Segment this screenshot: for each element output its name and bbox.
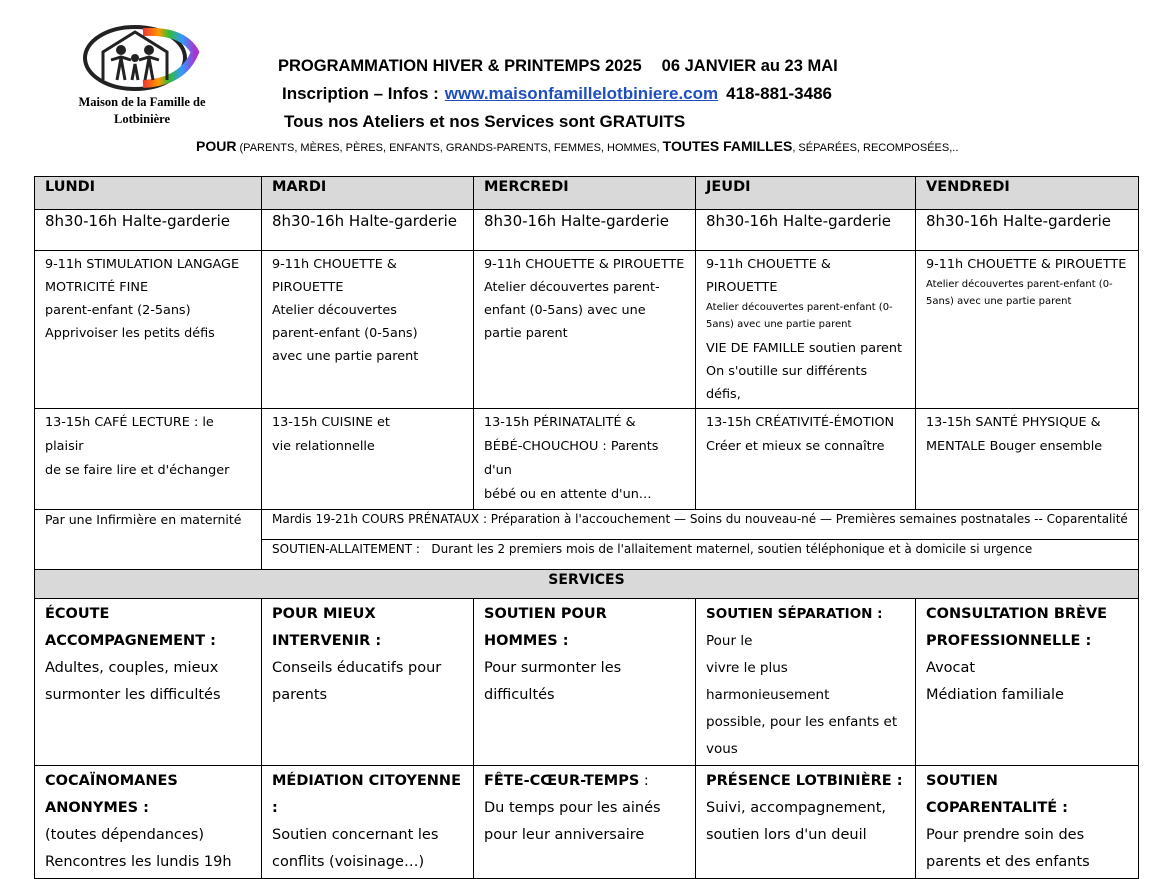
afternoon-cell-mercredi: [474, 409, 696, 510]
service-mediation: [262, 766, 474, 879]
service-title: FÊTE-CŒUR-TEMPS: [484, 773, 640, 789]
program-dates: 06 JANVIER au 23 MAI: [661, 57, 838, 75]
activity-text: enfant (0-5ans) avec une: [484, 303, 646, 318]
phone-number: 418-881-3486: [726, 84, 832, 103]
allaitement-label: SOUTIEN-ALLAITEMENT :: [272, 542, 420, 556]
activity-title: 13-15h SANTÉ PHYSIQUE &: [926, 415, 1101, 430]
morning-cell-jeudi: [696, 251, 916, 409]
activity-title: 9-11h STIMULATION LANGAGE: [45, 257, 240, 272]
afternoon-cell-vendredi: [916, 409, 1139, 510]
activity-text: bébé ou en attente d'un…: [484, 487, 652, 502]
activity-text: partie parent: [484, 326, 568, 341]
activity-text: Atelier découvertes parent-enfant (0-: [926, 279, 1113, 290]
family-logo-icon: [83, 22, 201, 92]
activity-text: parent-enfant (2-5ans): [45, 303, 191, 318]
activity-text: avec une partie parent: [272, 349, 419, 364]
service-text: Médiation familiale: [926, 687, 1064, 703]
title-text: PROGRAMMATION HIVER & PRINTEMPS 2025: [278, 57, 642, 75]
services-title: SERVICES: [35, 570, 1139, 599]
audience-list-1: (PARENTS, MÈRES, PÈRES, ENFANTS, GRANDS-PARENTS, FEMMES, HOMMES,: [239, 142, 660, 154]
service-fete-coeur: [474, 766, 696, 879]
service-title: SOUTIEN SÉPARATION :: [706, 606, 883, 622]
audience-line: [196, 138, 958, 154]
audience-bold: TOUTES FAMILLES: [662, 138, 793, 154]
afternoon-cell-lundi: [35, 409, 262, 510]
service-coparentalite: [916, 766, 1139, 879]
day-header: VENDREDI: [916, 177, 1139, 210]
contact-line: [282, 84, 832, 104]
service-hommes: [474, 599, 696, 766]
activity-title: 9-11h CHOUETTE & PIROUETTE: [484, 257, 685, 272]
activity-text: Bouger ensemble: [989, 439, 1103, 454]
service-title: COCAÏNOMANES ANONYMES :: [45, 773, 178, 816]
activity-title: VIE DE FAMILLE: [706, 341, 805, 356]
morning-row: [35, 251, 1139, 409]
services-header-row: [35, 570, 1139, 599]
service-text: Rencontres les lundis 19h: [45, 854, 232, 870]
activity-text: Créer et mieux se connaître: [706, 439, 885, 454]
website-link[interactable]: www.maisonfamillelotbiniere.com: [444, 84, 719, 103]
day-header: JEUDI: [696, 177, 916, 210]
service-text: Du temps pour les ainés: [484, 800, 661, 816]
morning-cell-mardi: [262, 251, 474, 409]
service-title: MÉDIATION CITOYENNE :: [272, 773, 461, 816]
service-text: (toutes dépendances): [45, 827, 204, 843]
halte-cell: 8h30-16h Halte-garderie: [916, 210, 1139, 251]
morning-cell-lundi: [35, 251, 262, 409]
service-text: difficultés: [484, 687, 555, 703]
service-title: ÉCOUTE ACCOMPAGNEMENT :: [45, 606, 216, 649]
service-text: Suivi, accompagnement,: [706, 800, 887, 816]
tagline: Tous nos Ateliers et nos Services sont GRATUITS: [284, 112, 686, 131]
activity-text: On s'outille sur différents défis,: [706, 364, 868, 402]
afternoon-cell-mardi: [262, 409, 474, 510]
morning-cell-mercredi: [474, 251, 696, 409]
pour-label: POUR: [196, 138, 237, 154]
program-title: [278, 57, 838, 76]
service-title: CONSULTATION BRÈVE: [926, 606, 1108, 622]
activity-title: 13-15h CUISINE et: [272, 415, 390, 430]
activity-title: 9-11h CHOUETTE & PIROUETTE: [926, 257, 1127, 272]
service-text: Pour surmonter les: [484, 660, 622, 676]
service-text: parents: [272, 687, 328, 703]
service-presence: [696, 766, 916, 879]
activity-title-2: MENTALE: [926, 439, 986, 454]
afternoon-row: [35, 409, 1139, 510]
service-text: Soutien concernant les: [272, 827, 439, 843]
service-text: vivre le plus harmonieusement: [706, 660, 830, 703]
service-text: Pour le: [706, 633, 753, 649]
activity-text: Apprivoiser les petits défis: [45, 326, 215, 341]
schedule-table: [34, 176, 1139, 879]
service-text: Pour prendre soin des: [926, 827, 1085, 843]
afternoon-cell-jeudi: [696, 409, 916, 510]
service-text: parents et des enfants: [926, 854, 1090, 870]
service-text: :: [643, 773, 649, 789]
service-title: SOUTIEN POUR HOMMES :: [484, 606, 607, 649]
activity-text: parent-enfant (0-5ans): [272, 326, 418, 341]
activity-title: 9-11h CHOUETTE & PIROUETTE: [272, 257, 397, 295]
service-text: possible, pour les enfants et vous: [706, 714, 898, 757]
service-title: POUR MIEUX INTERVENIR :: [272, 606, 382, 649]
halte-row: [35, 210, 1139, 251]
service-separation: [696, 599, 916, 766]
day-header: LUNDI: [35, 177, 262, 210]
service-text: Adultes, couples, mieux: [45, 660, 219, 676]
allaitement-cell: [262, 540, 1139, 570]
activity-text: Atelier découvertes parent-: [484, 280, 660, 295]
activity-text: 5ans) avec une partie parent: [926, 296, 1072, 307]
services-row-2: [35, 766, 1139, 879]
activity-title-2: MOTRICITÉ FINE: [45, 280, 149, 295]
halte-cell: 8h30-16h Halte-garderie: [696, 210, 916, 251]
service-title-2: PROFESSIONNELLE :: [926, 633, 1092, 649]
activity-title: 13-15h PÉRINATALITÉ &: [484, 415, 636, 430]
service-intervenir: [262, 599, 474, 766]
day-header: MARDI: [262, 177, 474, 210]
service-consultation: [916, 599, 1139, 766]
activity-title-2: BÉBÉ-CHOUCHOU :: [484, 439, 607, 454]
services-row-1: [35, 599, 1139, 766]
inscription-label: Inscription – Infos :: [282, 84, 439, 103]
day-header: MERCREDI: [474, 177, 696, 210]
activity-text: soutien parent: [808, 341, 903, 356]
service-cocainomanes: [35, 766, 262, 879]
prenatal-course: Mardis 19-21h COURS PRÉNATAUX : Préparation à l'accouchement — Soins du nouveau-né — Premières semaines postnatales -- Coparentalité: [262, 510, 1139, 540]
service-text: pour leur anniversaire: [484, 827, 645, 843]
activity-title: 9-11h CHOUETTE & PIROUETTE: [706, 257, 831, 295]
day-header-row: [35, 177, 1139, 210]
service-text: Conseils éducatifs pour: [272, 660, 442, 676]
service-text: Avocat: [926, 660, 976, 676]
activity-text: Parents d'un: [484, 439, 659, 478]
service-text: conflits (voisinage…): [272, 854, 425, 870]
allaitement-text: Durant les 2 premiers mois de l'allaitement maternel, soutien téléphonique et à domicile si urgence: [431, 542, 1033, 556]
org-name: Maison de la Famille de Lotbinière: [78, 95, 206, 126]
service-title: PRÉSENCE LOTBINIÈRE :: [706, 773, 903, 789]
activity-text: de se faire lire et d'échanger: [45, 463, 230, 478]
halte-cell: 8h30-16h Halte-garderie: [474, 210, 696, 251]
halte-cell: 8h30-16h Halte-garderie: [262, 210, 474, 251]
activity-title: 13-15h CAFÉ LECTURE :: [45, 415, 199, 430]
halte-cell: 8h30-16h Halte-garderie: [35, 210, 262, 251]
service-ecoute: [35, 599, 262, 766]
service-title: SOUTIEN COPARENTALITÉ :: [926, 773, 1068, 816]
audience-list-2: , SÉPARÉES, RECOMPOSÉES,..: [792, 142, 959, 154]
service-text: surmonter les difficultés: [45, 687, 221, 703]
morning-cell-vendredi: [916, 251, 1139, 409]
activity-text: Atelier découvertes: [272, 303, 397, 318]
activity-text: vie relationnelle: [272, 439, 375, 454]
activity-title: 13-15h CRÉATIVITÉ-ÉMOTION: [706, 415, 895, 430]
service-text: soutien lors d'un deuil: [706, 827, 867, 843]
activity-text: Atelier découvertes parent-enfant (0-: [706, 302, 893, 313]
prenatal-row: [35, 510, 1139, 540]
activity-text: le plaisir: [45, 415, 214, 454]
nurse-cell: Par une Infirmière en maternité: [35, 510, 262, 570]
activity-text: 5ans) avec une partie parent: [706, 319, 852, 330]
